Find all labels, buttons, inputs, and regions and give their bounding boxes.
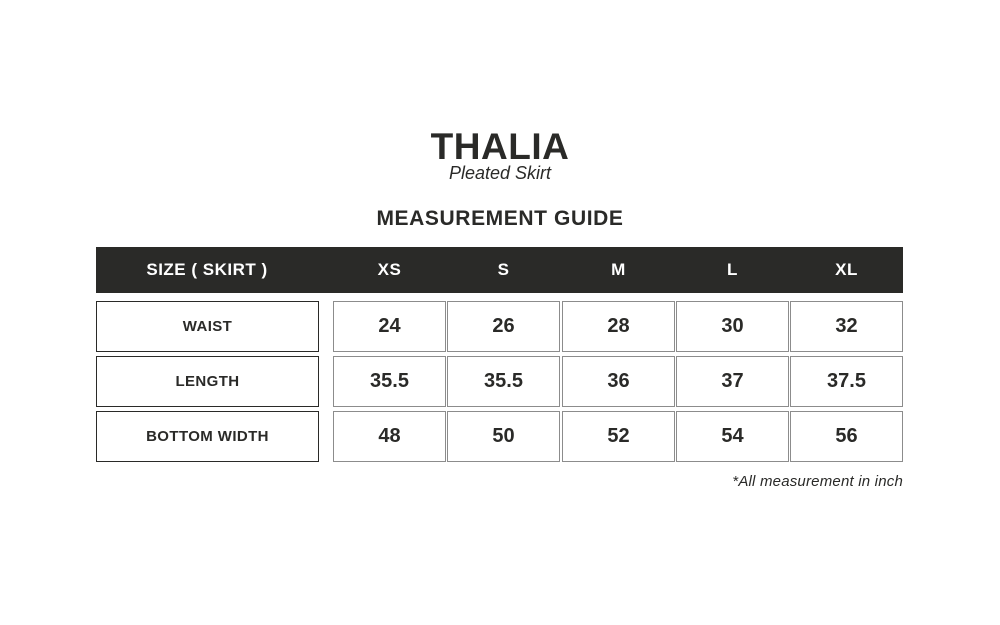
size-header-label: SIZE ( SKIRT ) bbox=[146, 260, 268, 279]
measurement-guide-heading: MEASUREMENT GUIDE bbox=[376, 207, 624, 230]
measurement-unit-note: *All measurement in inch bbox=[732, 473, 903, 490]
size-header-l: L bbox=[727, 260, 738, 279]
waist-m-value: 28 bbox=[562, 301, 675, 352]
bottom-width-xl-value: 56 bbox=[790, 411, 903, 462]
product-subtitle: Pleated Skirt bbox=[448, 163, 552, 183]
size-header-m: M bbox=[611, 260, 626, 279]
length-l-value: 37 bbox=[676, 356, 789, 407]
length-m-value: 36 bbox=[562, 356, 675, 407]
length-xs-value: 35.5 bbox=[333, 356, 446, 407]
length-s-value: 35.5 bbox=[447, 356, 560, 407]
bottom-width-s-value: 50 bbox=[447, 411, 560, 462]
bottom-width-m-value: 52 bbox=[562, 411, 675, 462]
size-header-s: S bbox=[497, 260, 510, 279]
length-xl-value: 37.5 bbox=[790, 356, 903, 407]
size-header-xl: XL bbox=[835, 260, 858, 279]
bottom-width-l-value: 54 bbox=[676, 411, 789, 462]
waist-l-value: 30 bbox=[676, 301, 789, 352]
row-label-length: LENGTH bbox=[96, 356, 319, 407]
table-row-bottom-width bbox=[0, 411, 1000, 462]
bottom-width-xs-value: 48 bbox=[333, 411, 446, 462]
table-row-length bbox=[0, 356, 1000, 407]
waist-s-value: 26 bbox=[447, 301, 560, 352]
product-title: THALIA bbox=[430, 126, 570, 167]
waist-xl-value: 32 bbox=[790, 301, 903, 352]
size-header-xs: XS bbox=[377, 260, 402, 279]
size-header-bar bbox=[96, 247, 903, 293]
waist-xs-value: 24 bbox=[333, 301, 446, 352]
row-label-waist: WAIST bbox=[96, 301, 319, 352]
row-label-bottom-width: BOTTOM WIDTH bbox=[96, 411, 319, 462]
table-row-waist bbox=[0, 301, 1000, 352]
